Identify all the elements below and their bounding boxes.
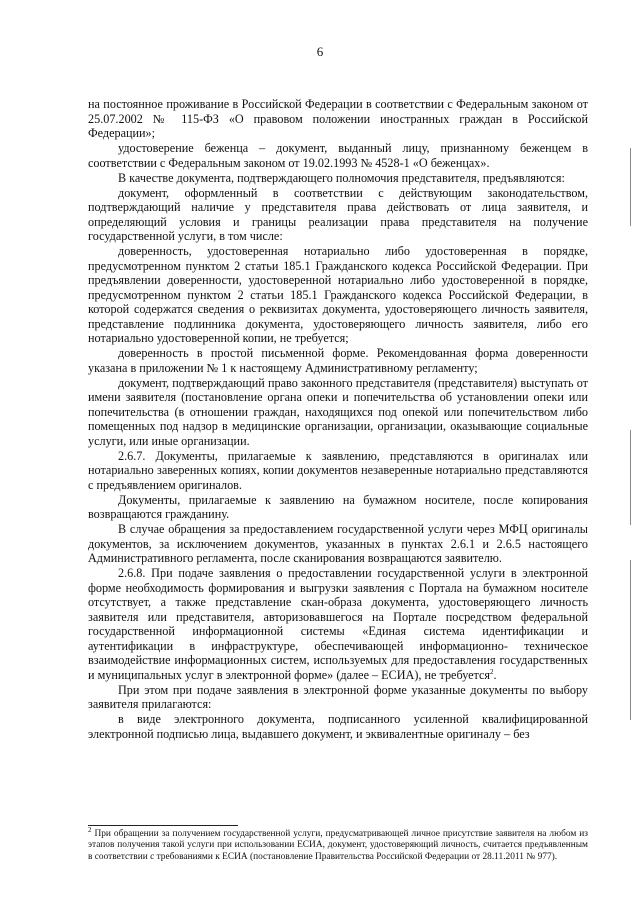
scan-artifact-line xyxy=(630,430,631,525)
paragraph-with-footnote xyxy=(88,566,588,682)
paragraph: на постоянное проживание в Российской Федерации в соответствии с Федеральным законом от 25.07.2002 № 115-ФЗ «О правовом положении иностранных граждан в Российской Федерации»; xyxy=(88,97,588,140)
paragraph: 2.6.7. Документы, прилагаемые к заявлению, представляются в оригиналах или нотариально заверенных копиях, копии документов незаверенные нотариально представляются с предъявлением оригиналов. xyxy=(88,448,588,492)
footnote xyxy=(88,825,588,863)
page-number: 6 xyxy=(316,44,324,59)
footnote-text: При обращении за получением государственной услуги, предусматривающей личное присутствие заявителя на любом из этапов получения такой услуги при использовании ЕСИА, документ, удостоверяющий личность, считается предъявленным в соответствии с требованиями к ЕСИА (постановление Правительства Российской Федерации от 28.11.2011 № 977). xyxy=(88,829,588,862)
paragraph: документ, подтверждающий право законного представителя (представителя) выступать от имени заявителя (постановление органа опеки и попечительства об установлении опеки или попечительства (в отношении граждан, находящихся под опекой или попечительством либо помещенных под надзор в медицинские организации, организации, оказывающие социальные услуги, или иные организации. xyxy=(88,375,588,448)
paragraph-text: 2.6.8. При подаче заявления о предоставлении государственной услуги в электронной форме необходимость формирования и выгрузки заявления с Портала на бумажном носителе отсутствует, а также представление скан-образа документа, удостоверяющего личность заявителя или представителя, авторизовавшегося на Портале посредством федеральной государственной информационной системы «Единая система идентификации и аутентификации в инфраструктуре, обеспечивающей информационно- техническое взаимодействие информационных систем, используемых для предоставления государственных и муниципальных услуг в электронной форме» (далее – ЕСИА), не требуется xyxy=(88,566,588,682)
paragraph: в виде электронного документа, подписанного усиленной квалифицированной электронной подписью лица, выдавшего документ, и эквивалентные оригиналу – без xyxy=(88,712,588,741)
scan-artifact-line xyxy=(630,148,631,226)
body-text xyxy=(88,97,588,742)
paragraph: доверенность, удостоверенная нотариально либо удостоверенная в порядке, предусмотренном пунктом 2 статьи 185.1 Гражданского кодекса Российской Федерации. При предъявлении доверенности, удостоверенной нотариально либо удостоверенной в порядке, предусмотренном пунктом 2 статьи 185.1 Гражданского кодекса Российской Федерации, в которой содержатся сведения о реквизитах документа, удостоверяющего личность заявителя, представление подлинника документа, удостоверяющего личность заявителя, либо его нотариально удостоверенной копии, не требуется; xyxy=(88,244,588,345)
scan-artifact-line xyxy=(630,560,631,720)
paragraph: При этом при подаче заявления в электронной форме указанные документы по выбору заявителя прилагаются: xyxy=(88,682,588,711)
footnote-ref: 2 xyxy=(490,667,494,676)
paragraph: Документы, прилагаемые к заявлению на бумажном носителе, после копирования возвращаются гражданину. xyxy=(88,492,588,521)
paragraph-tail: . xyxy=(493,667,497,682)
paragraph: В случае обращения за предоставлением государственной услуги через МФЦ оригиналы документов, за исключением документов, указанных в пунктах 2.6.1 и 2.6.5 настоящего Административного регламента, после сканирования возвращаются заявителю. xyxy=(88,522,588,565)
paragraph: В качестве документа, подтверждающего полномочия представителя, предъявляются: xyxy=(118,170,565,185)
paragraph: доверенность в простой письменной форме. Рекомендованная форма доверенности указана в приложении № 1 к настоящему Административному регламенту; xyxy=(88,346,588,375)
footnote-marker: 2 xyxy=(88,825,92,834)
paragraph: удостоверение беженца – документ, выданный лицу, признанному беженцем в соответствии с Федеральным законом от 19.02.1993 № 4528-1 «О беженцах». xyxy=(88,141,588,170)
footnote-divider xyxy=(88,825,238,826)
paragraph: документ, оформленный в соответствии с действующим законодательством, подтверждающий наличие у представителя права действовать от лица заявителя, и определяющий условия и границы реализации права представителя на получение государственной услуги, в том числе: xyxy=(88,185,588,243)
